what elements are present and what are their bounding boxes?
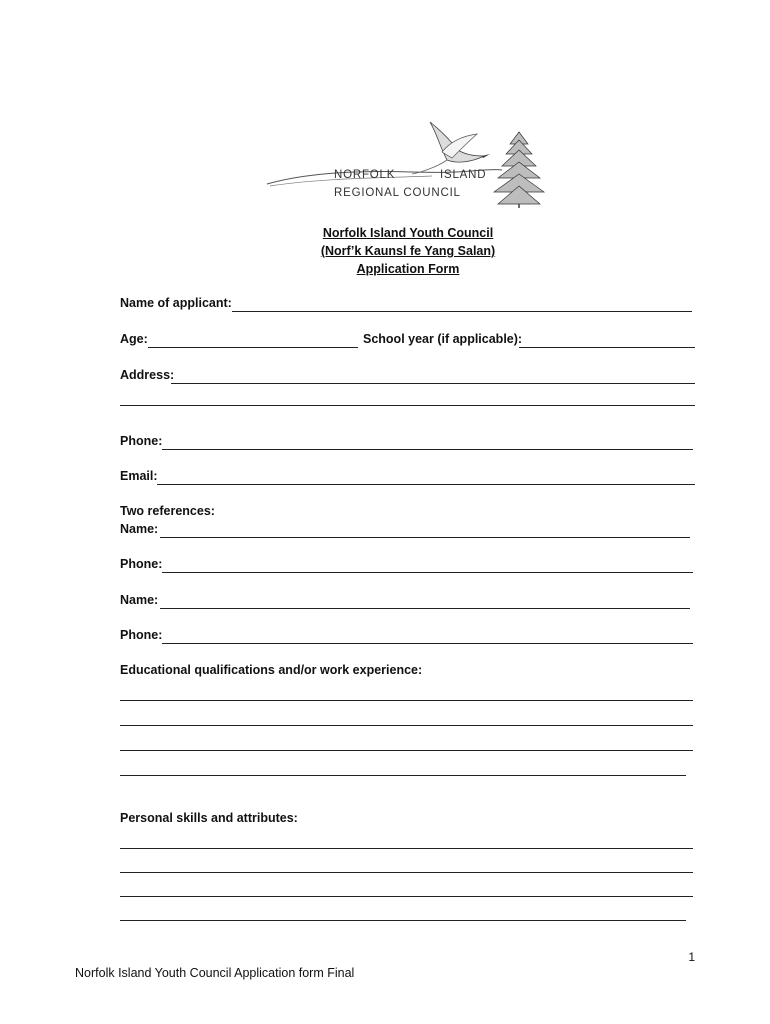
phone-label: Phone:: [120, 434, 163, 448]
school-year-field[interactable]: [519, 347, 695, 348]
address-label: Address:: [120, 368, 175, 382]
education-field-line2[interactable]: [120, 725, 693, 726]
norfolk-island-regional-council-logo: [262, 112, 562, 217]
skills-field-line3[interactable]: [120, 896, 693, 897]
education-field-line1[interactable]: [120, 700, 693, 701]
address-field-line1[interactable]: [171, 383, 695, 384]
logo-text-island: ISLAND: [440, 169, 487, 181]
form-title-line1: Norfolk Island Youth Council: [322, 226, 494, 240]
email-field[interactable]: [157, 484, 695, 485]
email-label: Email:: [120, 469, 158, 483]
address-field-line2[interactable]: [120, 405, 695, 406]
form-title-line3: Application Form: [356, 262, 460, 276]
reference1-phone-field[interactable]: [162, 572, 693, 573]
reference1-name-field[interactable]: [160, 537, 690, 538]
school-year-label: School year (if applicable):: [363, 332, 523, 346]
reference2-phone-label: Phone:: [120, 628, 163, 642]
skills-field-line1[interactable]: [120, 848, 693, 849]
bird-icon: [412, 122, 490, 174]
references-label: Two references:: [120, 504, 215, 518]
reference1-name-label: Name:: [120, 522, 159, 536]
phone-field[interactable]: [162, 449, 693, 450]
reference1-phone-label: Phone:: [120, 557, 163, 571]
logo-text-norfolk: NORFOLK: [334, 169, 396, 181]
reference2-phone-field[interactable]: [162, 643, 693, 644]
logo-text-regional-council: REGIONAL COUNCIL: [334, 187, 461, 199]
education-field-line3[interactable]: [120, 750, 693, 751]
age-label: Age:: [120, 332, 148, 346]
form-title-line2: (Norf’k Kaunsl fe Yang Salan): [320, 244, 496, 258]
reference2-name-label: Name:: [120, 593, 159, 607]
skills-field-line4[interactable]: [120, 920, 686, 921]
education-label: Educational qualifications and/or work experience:: [120, 663, 423, 677]
skills-label: Personal skills and attributes:: [120, 811, 298, 825]
age-field[interactable]: [148, 347, 358, 348]
education-field-line4[interactable]: [120, 775, 686, 776]
page-number: 1: [688, 950, 695, 964]
document-footer-title: Norfolk Island Youth Council Application form Final: [75, 966, 355, 980]
reference2-name-field[interactable]: [160, 608, 690, 609]
skills-field-line2[interactable]: [120, 872, 693, 873]
name-of-applicant-label: Name of applicant:: [120, 296, 232, 310]
name-of-applicant-field[interactable]: [232, 311, 692, 312]
